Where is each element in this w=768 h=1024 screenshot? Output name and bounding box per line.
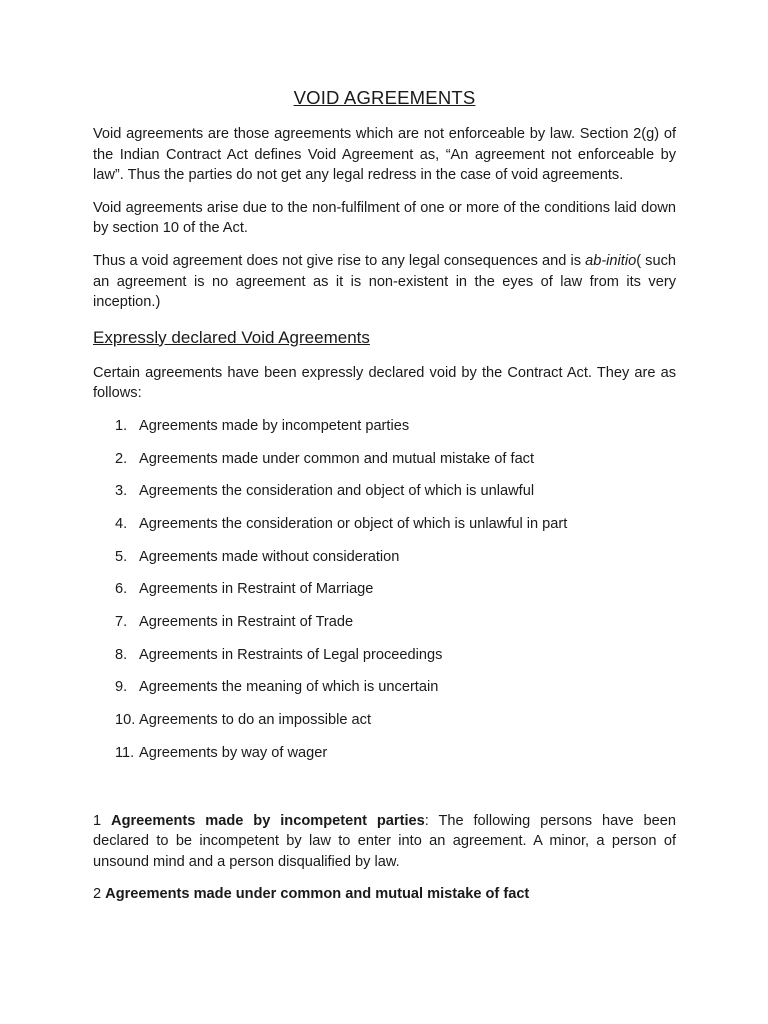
list-item-text: Agreements in Restraint of Marriage xyxy=(139,581,374,598)
list-item-text: Agreements made under common and mutual mistake of fact xyxy=(139,450,535,467)
detail-2-heading: Agreements made under common and mutual mistake of fact xyxy=(105,886,530,903)
list-item-number: 3. xyxy=(115,483,128,500)
list-item xyxy=(93,579,676,600)
list-item-text: Agreements to do an impossible act xyxy=(139,712,372,729)
list-item xyxy=(93,645,676,666)
list-item-text: Agreements the consideration or object of which is unlawful in part xyxy=(139,516,568,532)
section-heading: Expressly declared Void Agreements xyxy=(93,327,370,347)
detail-1-text: : The following persons have been declared to be incompetent by law to enter into an agreement. A minor, a person of unsound mind and a person disqualified by law. xyxy=(93,812,677,870)
list-item xyxy=(93,612,676,633)
list-item xyxy=(93,547,676,568)
detail-1-heading: Agreements made by incompetent parties xyxy=(111,812,425,829)
detail-2-number: 2 xyxy=(93,886,106,903)
page-title: VOID AGREEMENTS xyxy=(293,87,476,108)
second-paragraph: Void agreements arise due to the non-fulfilment of one or more of the conditions laid down by section 10 of the Act. xyxy=(93,199,676,237)
document-body xyxy=(93,86,676,917)
list-item-number: 6. xyxy=(115,581,128,598)
list-item-text: Agreements made by incompetent parties xyxy=(139,417,410,434)
list-item-text: Agreements the consideration and object of which is unlawful xyxy=(139,483,535,500)
section-intro: Certain agreements have been expressly declared void by the Contract Act. They are as follows: xyxy=(93,364,676,402)
third-paragraph xyxy=(93,251,676,313)
list-item xyxy=(93,710,676,731)
third-paragraph-italic-term: ab-initio xyxy=(585,252,637,269)
spacer xyxy=(93,776,676,811)
list-item xyxy=(93,743,676,764)
intro-paragraph: Void agreements are those agreements which are not enforceable by law. Section 2(g) of the Indian Contract Act defines Void Agreement as, “An agreement not enforceable by law”. Thus the parties do not get any legal redress in the case of void agreements. xyxy=(93,126,676,184)
list-item-text: Agreements the meaning of which is uncertain xyxy=(139,679,439,696)
list-item-number: 7. xyxy=(115,614,128,631)
list-item xyxy=(93,514,676,535)
third-paragraph-text-after: ( such an agreement is no agreement as it is non-existent in the eyes of law from its very inception.) xyxy=(93,252,676,311)
list-item-number: 4. xyxy=(115,516,128,532)
list-item xyxy=(93,677,676,698)
detail-1-number: 1 xyxy=(93,812,112,829)
third-paragraph-text-before: Thus a void agreement does not give rise to any legal consequences and is xyxy=(93,252,586,269)
list-item-text: Agreements made without consideration xyxy=(139,548,400,565)
list-item xyxy=(93,416,676,437)
list-item-number: 5. xyxy=(115,548,128,565)
list-item-number: 11. xyxy=(115,744,135,761)
list-item-number: 1. xyxy=(115,417,128,434)
detail-paragraph-2 xyxy=(93,884,676,905)
list-item-number: 8. xyxy=(115,646,128,663)
list-item-number: 2. xyxy=(115,450,128,467)
detail-paragraph-1 xyxy=(93,811,676,873)
list-item-text: Agreements by way of wager xyxy=(139,744,328,761)
list-item-text: Agreements in Restraints of Legal proceedings xyxy=(139,646,443,663)
list-item-number: 9. xyxy=(115,679,128,696)
list-item xyxy=(93,481,676,502)
void-agreements-list xyxy=(93,416,676,763)
list-item-number: 10. xyxy=(115,712,136,729)
list-item-text: Agreements in Restraint of Trade xyxy=(139,614,354,631)
list-item xyxy=(93,449,676,470)
